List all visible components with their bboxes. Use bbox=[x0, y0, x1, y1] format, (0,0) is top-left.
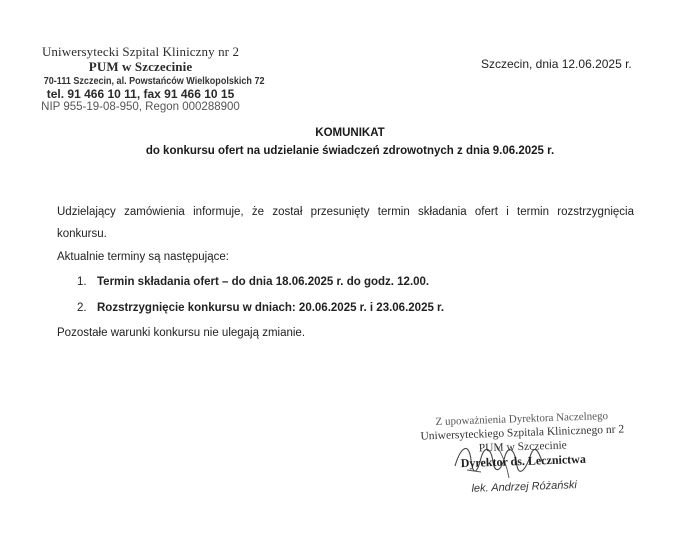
document-title: KOMUNIKAT bbox=[315, 127, 385, 139]
stamp-line-phone: tel. 91 466 10 11, fax 91 466 10 15 bbox=[46, 87, 235, 102]
place-and-date: Szczecin, dnia 12.06.2025 r. bbox=[481, 57, 632, 71]
terms-list bbox=[57, 271, 634, 319]
paragraph-closing: Pozostałe warunki konkursu nie ulegają zmianie. bbox=[57, 327, 306, 340]
stamp-line-pum: PUM w Szczecinie bbox=[88, 59, 193, 75]
signature-stamp bbox=[417, 409, 630, 498]
list-item-number: 2. bbox=[77, 301, 87, 314]
hospital-stamp bbox=[28, 44, 265, 115]
paragraph-intro-line1: Udzielający zamówienia informuje, że został przesunięty termin składania ofert i termin rozstrzygnięcia bbox=[57, 206, 634, 218]
stamp-line-institution: Uniwersytecki Szpital Kliniczny nr 2 bbox=[41, 44, 240, 59]
list-item-text: Rozstrzygnięcie konkursu w dniach: 20.06.2025 r. i 23.06.2025 r. bbox=[97, 301, 445, 314]
signature-hospital-line: Uniwersyteckiego Szpitala Klinicznego nr 2 bbox=[420, 423, 625, 443]
stamp-line-nip: NIP 955-19-08-950, Regon 000288900 bbox=[41, 101, 240, 114]
document-header bbox=[60, 125, 640, 161]
list-item-text: Termin składania ofert – do dnia 18.06.2025 r. do godz. 12.00. bbox=[97, 276, 430, 289]
paragraph-terms-intro: Aktualnie terminy są następujące: bbox=[57, 250, 229, 263]
signature-pum-line: PUM w Szczecinie bbox=[478, 439, 568, 455]
stamp-line-address: 70-111 Szczecin, al. Powstańców Wielkopolskich 72 bbox=[43, 74, 265, 87]
list-item bbox=[57, 297, 634, 319]
list-item-number: 1. bbox=[77, 276, 87, 289]
signature-authorization-line: Z upoważnienia Dyrektora Naczelnego bbox=[435, 410, 609, 429]
signature-name: lek. Andrzej Różański bbox=[471, 479, 578, 495]
list-item bbox=[57, 271, 634, 293]
document-body bbox=[57, 201, 634, 345]
document-subtitle: do konkursu ofert na udzielanie świadczeń zdrowotnych z dnia 9.06.2025 r. bbox=[145, 144, 555, 157]
signature-position: Dyrektor ds. Lecznictwa bbox=[460, 452, 587, 471]
paragraph-intro-line2: konkursu. bbox=[57, 228, 107, 241]
